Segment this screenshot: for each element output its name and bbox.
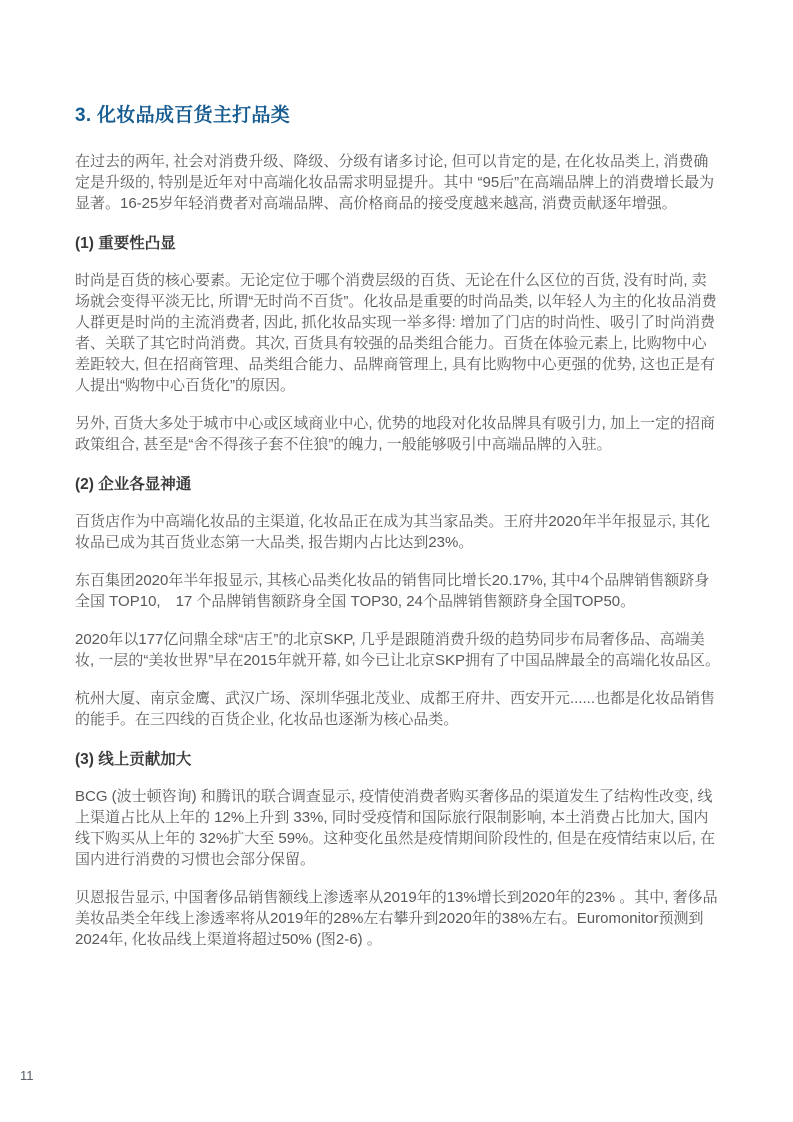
page-title: 3. 化妆品成百货主打品类 xyxy=(75,105,291,126)
paragraph: BCG (波士顿咨询) 和腾讯的联合调查显示, 疫情使消费者购买奢侈品的渠道发生了结构性改变, 线上渠道占比从上年的 12%上升到 33%, 同时受疫情和国际旅行限制影响, 本土消费占比加大, 国内线下购买从上年的 32%扩大至 59%。这种变化虽然是疫情期间阶段性的, 但是在疫情结束以后, 在国内进行消费的习惯也会部分保留。 xyxy=(75,788,716,868)
paragraph: 时尚是百货的核心要素。无论定位于哪个消费层级的百货、无论在什么区位的百货, 没有时尚, 卖场就会变得平淡无比, 所谓“无时尚不百货”。化妆品是重要的时尚品类, 以年轻人为主的化妆品消费人群更是时尚的主流消费者, 因此, 抓化妆品实现一举多得: 增加了门店的时尚性、吸引了时尚消费者、关联了其它时尚消费。其次, 百货具有较强的品类组合能力。百货在体验元素上, 比购物中心差距较大, 但在招商管理、品类组合能力、品牌商管理上, 具有比购物中心更强的优势, 这也正是有人提出“购物中心百货化”的原因。 xyxy=(75,272,717,394)
paragraph: 杭州大厦、南京金鹰、武汉广场、深圳华强北茂业、成都王府井、西安开元......也都是化妆品销售的能手。在三四线的百货企业, 化妆品也逐渐为核心品类。 xyxy=(75,690,716,728)
paragraph: 东百集团2020年半年报显示, 其核心品类化妆品的销售同比增长20.17%, 其中4个品牌销售额跻身全国 TOP10, 17 个品牌销售额跻身全国 TOP30, 24个品牌销售额跻身全国TOP50。 xyxy=(75,572,710,610)
subheading-importance: (1) 重要性凸显 xyxy=(75,235,176,252)
paragraph: 百货店作为中高端化妆品的主渠道, 化妆品正在成为其当家品类。王府井2020年半年报显示, 其化妆品已成为其百货业态第一大品类, 报告期内占比达到23%。 xyxy=(75,513,711,551)
document-content xyxy=(75,104,721,967)
page-number: 11 xyxy=(20,1068,34,1083)
paragraph: 另外, 百货大多处于城市中心或区域商业中心, 优势的地段对化妆品牌具有吸引力, 加上一定的招商政策组合, 甚至是“舍不得孩子套不住狼”的魄力, 一般能够吸引中高端品牌的入驻。 xyxy=(75,415,716,453)
intro-paragraph: 在过去的两年, 社会对消费升级、降级、分级有诸多讨论, 但可以肯定的是, 在化妆品类上, 消费确定是升级的, 特别是近年对中高端化妆品需求明显提升。其中 “95后”在高端品牌上的消费增长最为显著。16-25岁年轻消费者对高端品牌、高价格商品的接受度越来越高, 消费贡献逐年增强。 xyxy=(75,153,715,212)
paragraph: 贝恩报告显示, 中国奢侈品销售额线上渗透率从2019年的13%增长到2020年的23% 。其中, 奢侈品美妆品类全年线上渗透率将从2019年的28%左右攀升到2020年的38%左右。Euromonitor预测到2024年, 化妆品线上渠道将超过50% (图2-6) 。 xyxy=(75,889,718,948)
paragraph: 2020年以177亿问鼎全球“店王”的北京SKP, 几乎是跟随消费升级的趋势同步布局奢侈品、高端美妆, 一层的“美妆世界”早在2015年就开幕, 如今已让北京SKP拥有了中国品牌最全的高端化妆品区。 xyxy=(75,631,721,669)
subheading-online: (3) 线上贡献加大 xyxy=(75,751,192,768)
subheading-enterprises: (2) 企业各显神通 xyxy=(75,476,192,493)
